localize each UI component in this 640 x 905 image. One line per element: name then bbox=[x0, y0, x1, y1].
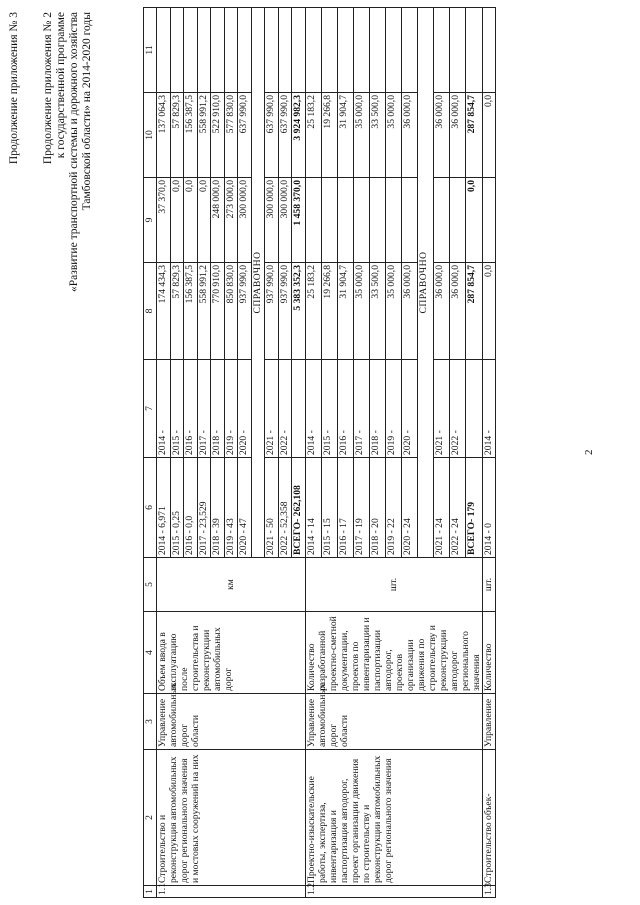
funding-regional: 35 000,0 bbox=[353, 93, 369, 178]
measure-name: Проектно-изыскательские работы, экспертиза, инвентаризация и паспортизация автодорог, проект организации движения по строительству и реконструкции автомобильных дорог регионального значения bbox=[305, 750, 482, 886]
row-number: 1.2 bbox=[305, 886, 482, 898]
executor: Управление автомобильных дорог области bbox=[157, 694, 306, 750]
reference-label: СПРАВОЧНО bbox=[418, 8, 434, 558]
unit: шт. bbox=[482, 558, 496, 612]
year-label: 2022 - bbox=[278, 360, 292, 458]
empty-cell bbox=[238, 8, 252, 93]
funding-regional: 287 854,7 bbox=[466, 93, 482, 178]
year-label: 2022 - bbox=[450, 360, 466, 458]
funding-total: 35 000,0 bbox=[353, 263, 369, 360]
year-label: 2019 - bbox=[385, 360, 401, 458]
funding-regional: 36 000,0 bbox=[450, 93, 466, 178]
year-label: 2014 - bbox=[305, 360, 321, 458]
indicator-value: 2021 - 24 bbox=[434, 458, 450, 558]
funding-regional: 577 830,0 bbox=[224, 93, 238, 178]
funding-total: 35 000,0 bbox=[385, 263, 401, 360]
funding-regional: 156 387,5 bbox=[184, 93, 198, 178]
empty-cell bbox=[401, 8, 417, 93]
page-number: 2 bbox=[583, 449, 595, 455]
year-label: 2021 - bbox=[434, 360, 450, 458]
executor: Управление bbox=[482, 694, 496, 750]
funding-regional: 35 000,0 bbox=[385, 93, 401, 178]
program-table bbox=[143, 7, 496, 898]
funding-federal bbox=[434, 178, 450, 263]
empty-cell bbox=[353, 8, 369, 93]
indicator-value: 2014 - 0 bbox=[482, 458, 496, 558]
funding-total: 156 387,5 bbox=[184, 263, 198, 360]
year-label: 2016 - bbox=[184, 360, 198, 458]
empty-cell bbox=[278, 8, 292, 93]
measure-name: Строительство объек- bbox=[482, 750, 496, 886]
indicator-value: 2015 - 15 bbox=[321, 458, 337, 558]
empty-cell bbox=[170, 8, 184, 93]
empty-cell bbox=[434, 8, 450, 93]
year-label: 2021 - bbox=[265, 360, 279, 458]
year-label: 2014 - bbox=[482, 360, 496, 458]
funding-regional: 25 183,2 bbox=[305, 93, 321, 178]
row-number: 1.1 bbox=[157, 886, 306, 898]
funding-total: 287 854,7 bbox=[466, 263, 482, 360]
funding-federal: 300 000,0 bbox=[238, 178, 252, 263]
funding-regional: 637 990,0 bbox=[265, 93, 279, 178]
funding-federal bbox=[305, 178, 321, 263]
col-num: 5 bbox=[144, 558, 157, 612]
indicator-value: 2018 - 20 bbox=[369, 458, 385, 558]
funding-regional: 558 991,2 bbox=[197, 93, 211, 178]
funding-regional: 36 000,0 bbox=[401, 93, 417, 178]
empty-cell bbox=[157, 8, 171, 93]
funding-regional: 19 266,8 bbox=[321, 93, 337, 178]
funding-federal bbox=[353, 178, 369, 263]
indicator-value: 2019 - 22 bbox=[385, 458, 401, 558]
funding-total: 33 500,0 bbox=[369, 263, 385, 360]
funding-federal: 0,0 bbox=[170, 178, 184, 263]
empty-cell bbox=[482, 8, 496, 93]
funding-total: 0,0 bbox=[482, 263, 496, 360]
empty-cell bbox=[466, 8, 482, 93]
header-line-3: к государственной программе bbox=[55, 12, 67, 159]
header-line-5: Тамбовской области» на 2014-2020 годы bbox=[81, 12, 93, 211]
funding-total: 937 990,0 bbox=[238, 263, 252, 360]
funding-federal: 273 000,0 bbox=[224, 178, 238, 263]
measure-name: Строительство и реконструкция автомобильных дорог регионального значения и мостовых сооружений на них bbox=[157, 750, 306, 886]
funding-federal: 300 000,0 bbox=[265, 178, 279, 263]
indicator-value: 2018 - 39 bbox=[211, 458, 225, 558]
column-number-row bbox=[144, 8, 157, 898]
indicator-value: ВСЕГО- 179 bbox=[466, 458, 482, 558]
funding-federal: 37 370,0 bbox=[157, 178, 171, 263]
funding-federal bbox=[321, 178, 337, 263]
funding-total: 174 434,3 bbox=[157, 263, 171, 360]
year-label: 2015 - bbox=[170, 360, 184, 458]
col-num: 9 bbox=[144, 178, 157, 263]
funding-total: 25 183,2 bbox=[305, 263, 321, 360]
funding-federal bbox=[450, 178, 466, 263]
col-num: 2 bbox=[144, 750, 157, 886]
funding-regional: 57 829,3 bbox=[170, 93, 184, 178]
funding-total: 5 383 352,3 bbox=[292, 263, 306, 360]
indicator-name: Количество разработанной проектно-сметной документации, проектов по инвентаризации и паспортизации автодорог, проектов организации движения по строительству и реконструкции автодорог регионального значения bbox=[305, 612, 482, 694]
year-label: 2016 - bbox=[337, 360, 353, 458]
funding-total: 36 000,0 bbox=[450, 263, 466, 360]
empty-cell bbox=[385, 8, 401, 93]
funding-total: 937 990,0 bbox=[278, 263, 292, 360]
funding-regional: 137 064,3 bbox=[157, 93, 171, 178]
funding-regional: 36 000,0 bbox=[434, 93, 450, 178]
funding-federal: 300 000,0 bbox=[278, 178, 292, 263]
funding-total: 36 000,0 bbox=[434, 263, 450, 360]
indicator-value: 2020 - 24 bbox=[401, 458, 417, 558]
funding-total: 850 830,0 bbox=[224, 263, 238, 360]
header-block-2 bbox=[42, 12, 94, 292]
empty-cell bbox=[224, 8, 238, 93]
funding-federal: 0,0 bbox=[466, 178, 482, 263]
funding-federal: 0,0 bbox=[184, 178, 198, 263]
header-line-4: «Развитие транспортной системы и дорожного хозяйства bbox=[68, 12, 80, 292]
year-label: 2020 - bbox=[238, 360, 252, 458]
funding-total: 19 266,8 bbox=[321, 263, 337, 360]
indicator-value: 2015 - 0,25 bbox=[170, 458, 184, 558]
year-label: 2018 - bbox=[211, 360, 225, 458]
col-num: 6 bbox=[144, 458, 157, 558]
table-row bbox=[157, 8, 171, 898]
header-line-2: Продолжение приложения № 2 bbox=[42, 12, 54, 165]
reference-label: СПРАВОЧНО bbox=[251, 8, 265, 558]
indicator-name: Количество bbox=[482, 612, 496, 694]
col-num: 8 bbox=[144, 263, 157, 360]
empty-cell bbox=[211, 8, 225, 93]
empty-cell bbox=[450, 8, 466, 93]
empty-cell bbox=[197, 8, 211, 93]
year-label: 2017 - bbox=[197, 360, 211, 458]
col-num: 11 bbox=[144, 8, 157, 93]
funding-regional: 31 904,7 bbox=[337, 93, 353, 178]
empty-cell bbox=[184, 8, 198, 93]
funding-total: 770 910,0 bbox=[211, 263, 225, 360]
indicator-value: 2014 - 14 bbox=[305, 458, 321, 558]
funding-federal: 0,0 bbox=[197, 178, 211, 263]
header-line-1: Продолжение приложения № 3 bbox=[8, 12, 20, 165]
indicator-value: 2019 - 43 bbox=[224, 458, 238, 558]
year-label: 2018 - bbox=[369, 360, 385, 458]
year-label: 2019 - bbox=[224, 360, 238, 458]
col-num: 1 bbox=[144, 886, 157, 898]
col-num: 7 bbox=[144, 360, 157, 458]
empty-cell bbox=[305, 8, 321, 93]
funding-federal bbox=[337, 178, 353, 263]
indicator-value: 2022 - 24 bbox=[450, 458, 466, 558]
funding-total: 57 829,3 bbox=[170, 263, 184, 360]
table-row bbox=[305, 8, 321, 898]
indicator-value: 2021 - 50 bbox=[265, 458, 279, 558]
indicator-value: 2016 - 17 bbox=[337, 458, 353, 558]
funding-total: 937 990,0 bbox=[265, 263, 279, 360]
funding-total: 558 991,2 bbox=[197, 263, 211, 360]
col-num: 10 bbox=[144, 93, 157, 178]
funding-regional: 0,0 bbox=[482, 93, 496, 178]
indicator-value: 2017 - 19 bbox=[353, 458, 369, 558]
empty-cell bbox=[337, 8, 353, 93]
funding-total: 31 904,7 bbox=[337, 263, 353, 360]
year-label: 2017 - bbox=[353, 360, 369, 458]
year-label: 2014 - bbox=[157, 360, 171, 458]
indicator-value: ВСЕГО- 262,108 bbox=[292, 458, 306, 558]
funding-regional: 33 500,0 bbox=[369, 93, 385, 178]
year-label bbox=[292, 360, 306, 458]
funding-federal: 1 458 370,0 bbox=[292, 178, 306, 263]
empty-cell bbox=[321, 8, 337, 93]
empty-cell bbox=[292, 8, 306, 93]
indicator-value: 2017 - 23,529 bbox=[197, 458, 211, 558]
funding-federal bbox=[385, 178, 401, 263]
empty-cell bbox=[265, 8, 279, 93]
col-num: 4 bbox=[144, 612, 157, 694]
table-row bbox=[482, 8, 496, 898]
indicator-name: Объем ввода в эксплуатацию после строительства и реконструкции автомобильных дорог bbox=[157, 612, 306, 694]
row-number: 1.3 bbox=[482, 886, 496, 898]
funding-total: 36 000,0 bbox=[401, 263, 417, 360]
indicator-value: 2022 - 52,358 bbox=[278, 458, 292, 558]
col-num: 3 bbox=[144, 694, 157, 750]
funding-regional: 637 990,0 bbox=[238, 93, 252, 178]
funding-regional: 522 910,0 bbox=[211, 93, 225, 178]
unit: шт. bbox=[305, 558, 482, 612]
executor: Управление автомобильных дорог области bbox=[305, 694, 482, 750]
year-label: 2020 - bbox=[401, 360, 417, 458]
funding-federal bbox=[482, 178, 496, 263]
year-label bbox=[466, 360, 482, 458]
indicator-value: 2014 - 6,971 bbox=[157, 458, 171, 558]
funding-federal: 248 000,0 bbox=[211, 178, 225, 263]
table-body bbox=[144, 8, 496, 898]
year-label: 2015 - bbox=[321, 360, 337, 458]
empty-cell bbox=[369, 8, 385, 93]
header-block bbox=[8, 12, 21, 164]
funding-federal bbox=[369, 178, 385, 263]
funding-regional: 637 990,0 bbox=[278, 93, 292, 178]
indicator-value: 2016 - 0,0 bbox=[184, 458, 198, 558]
funding-regional: 3 924 982,3 bbox=[292, 93, 306, 178]
funding-federal bbox=[401, 178, 417, 263]
indicator-value: 2020 - 47 bbox=[238, 458, 252, 558]
unit: км bbox=[157, 558, 306, 612]
